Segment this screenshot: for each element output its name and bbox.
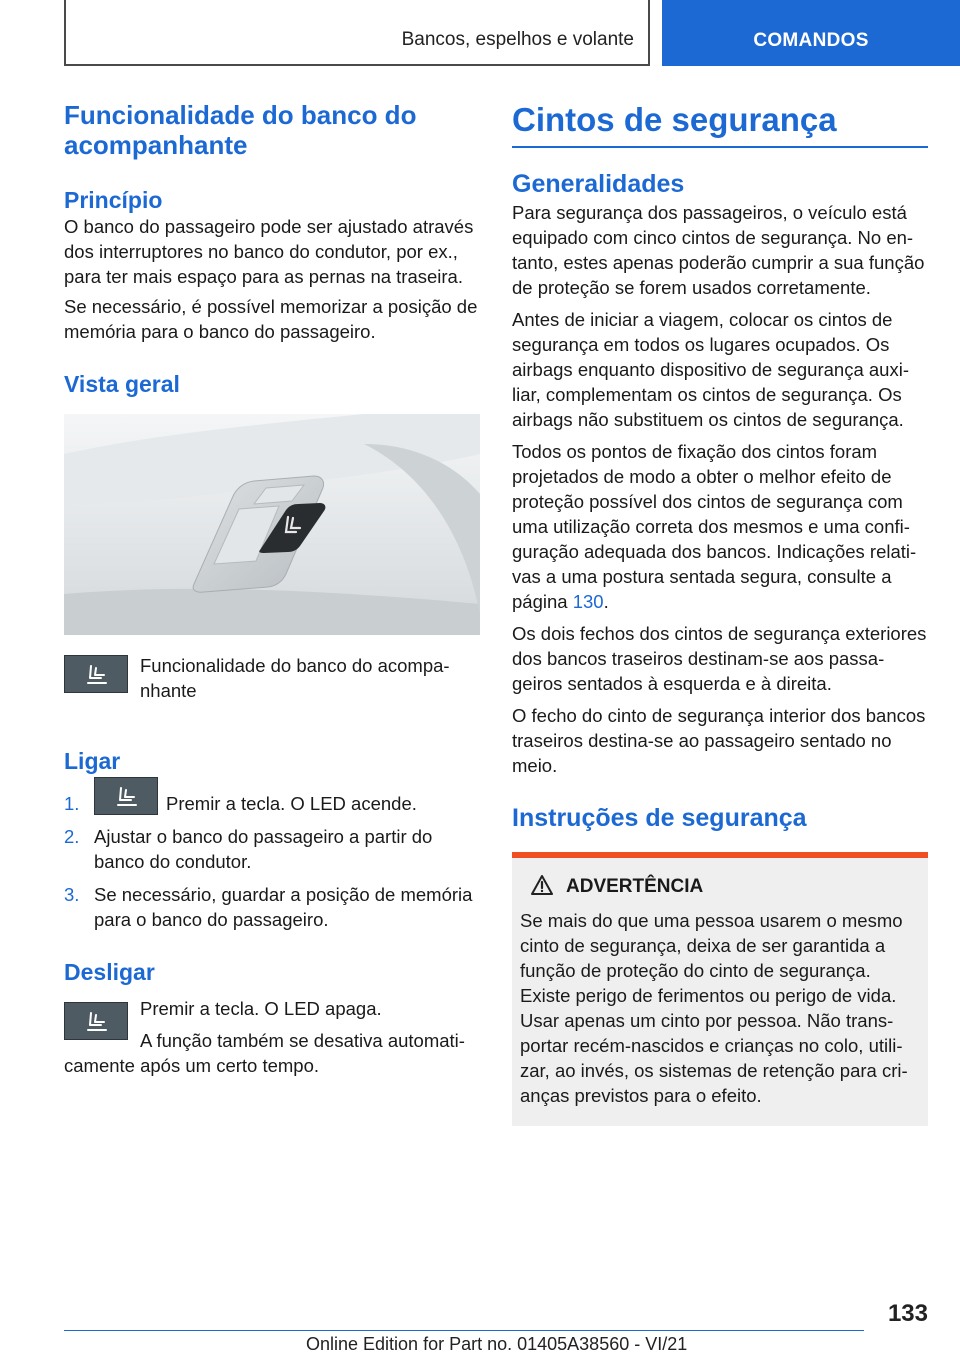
seat-button-icon[interactable] bbox=[94, 777, 158, 815]
ligar-step-2 bbox=[64, 824, 480, 874]
generalidades-paragraph-5: O fecho do cinto de segurança interior dos bancos traseiros destina-se ao passageiro sentado no meio. bbox=[512, 705, 926, 776]
step-text: Se necessário, guardar a posição de memória para o banco do passageiro. bbox=[94, 884, 473, 930]
warning-content bbox=[512, 858, 928, 1126]
step-text: Ajustar o banco do passageiro a partir do banco do condutor. bbox=[94, 826, 433, 872]
step-number: 1. bbox=[64, 793, 80, 814]
warning-box bbox=[512, 852, 928, 1126]
step-number: 2. bbox=[64, 826, 80, 847]
generalidades-paragraph-3 bbox=[512, 439, 928, 614]
generalidades-paragraph-4: Os dois fechos dos cintos de segurança exteriores dos bancos traseiros destinam-se aos passageiros sentados à esquerda e à direita. bbox=[512, 623, 927, 694]
right-column bbox=[512, 100, 928, 1126]
seat-symbol-icon bbox=[115, 785, 139, 809]
warning-title: ADVERTÊNCIA bbox=[566, 876, 704, 897]
section-title-seatbelts-wrap bbox=[512, 100, 928, 148]
section-title-passenger-seat: Funcionalidade do banco do acompanhante bbox=[64, 100, 417, 160]
generalidades-paragraph-3-text: Todos os pontos de fixação dos cintos foram projetados de modo a obter o melhor efeito de proteção possível dos cintos de segurança com uma utilização correta dos mesmos e uma configuração adequada dos bancos. Indicações relativas a uma postura sentada segura, consulte a página bbox=[512, 441, 917, 612]
ligar-step-3 bbox=[64, 882, 480, 932]
overview-caption: Funcionalidade do banco do acompanhante bbox=[140, 655, 450, 701]
principio-paragraph-1: O banco do passageiro pode ser ajustado através dos interruptores no banco do condutor, por ex., para ter mais espaço para as pernas na traseira. bbox=[64, 216, 474, 287]
desligar-block bbox=[64, 996, 480, 1088]
generalidades-paragraph-1: Para segurança dos passageiros, o veículo está equipado com cinco cintos de segurança. No entanto, estes apenas poderão cumprir a sua função de proteção se forem usados corretamente. bbox=[512, 202, 925, 298]
overview-photo bbox=[64, 414, 480, 635]
header-section-box bbox=[64, 0, 650, 66]
heading-vista-geral: Vista geral bbox=[64, 371, 180, 397]
heading-generalidades: Generalidades bbox=[512, 170, 685, 198]
footer-rule bbox=[64, 1330, 864, 1331]
step-text: Premir a tecla. O LED acende. bbox=[166, 793, 417, 814]
desligar-paragraph-1: Premir a tecla. O LED apaga. bbox=[140, 998, 382, 1019]
ligar-step-1 bbox=[64, 791, 480, 816]
generalidades-paragraph-2: Antes de iniciar a viagem, colocar os cintos de segurança em todos os lugares ocupados. Os airbags enquanto dispositivo de segurança auxiliar, complementam os cintos de segurança. Os airbags não substituem os cintos de segurança. bbox=[512, 309, 909, 430]
page-number: 133 bbox=[887, 1300, 928, 1327]
ligar-steps bbox=[64, 791, 480, 932]
heading-instrucoes-seguranca: Instruções de segurança bbox=[512, 804, 807, 832]
warning-header bbox=[520, 872, 920, 904]
step-number: 3. bbox=[64, 884, 80, 905]
chapter-tab-label: COMANDOS bbox=[753, 30, 869, 51]
section-title-seatbelts: Cintos de segurança bbox=[512, 101, 837, 138]
page-reference-link[interactable]: 130 bbox=[572, 591, 604, 612]
door-panel-illustration bbox=[64, 414, 480, 635]
generalidades-paragraph-3-end: . bbox=[603, 591, 609, 612]
overview-caption-row bbox=[64, 653, 480, 713]
footer-edition: Online Edition for Part no. 01405A38560 - VI/21 bbox=[306, 1334, 688, 1354]
principio-paragraph-2: Se necessário, é possível memorizar a posição de memória para o banco do passageiro. bbox=[64, 296, 478, 342]
left-column bbox=[64, 100, 480, 1088]
header-section-title: Bancos, espelhos e volante bbox=[401, 29, 634, 50]
chapter-tab[interactable] bbox=[662, 0, 960, 66]
seat-button-icon[interactable] bbox=[64, 655, 128, 693]
heading-ligar: Ligar bbox=[64, 748, 121, 774]
seat-symbol-icon bbox=[85, 663, 109, 687]
heading-desligar: Desligar bbox=[64, 959, 155, 985]
warning-triangle-icon bbox=[530, 874, 554, 896]
warning-text: Se mais do que uma pessoa usarem o mesmo cinto de segurança, deixa de ser garantida a função de proteção do cinto de segurança. Existe perigo de ferimentos ou perigo de vida. Usar apenas um cinto por pessoa. Não transportar recém-nascidos e crianças no colo, utilizar, ao invés, os sistemas de retenção para crianças previstos para o efeito. bbox=[520, 910, 908, 1106]
desligar-paragraph-2: A função também se desativa automaticamente após um certo tempo. bbox=[64, 1030, 465, 1076]
heading-principio: Princípio bbox=[64, 187, 163, 213]
